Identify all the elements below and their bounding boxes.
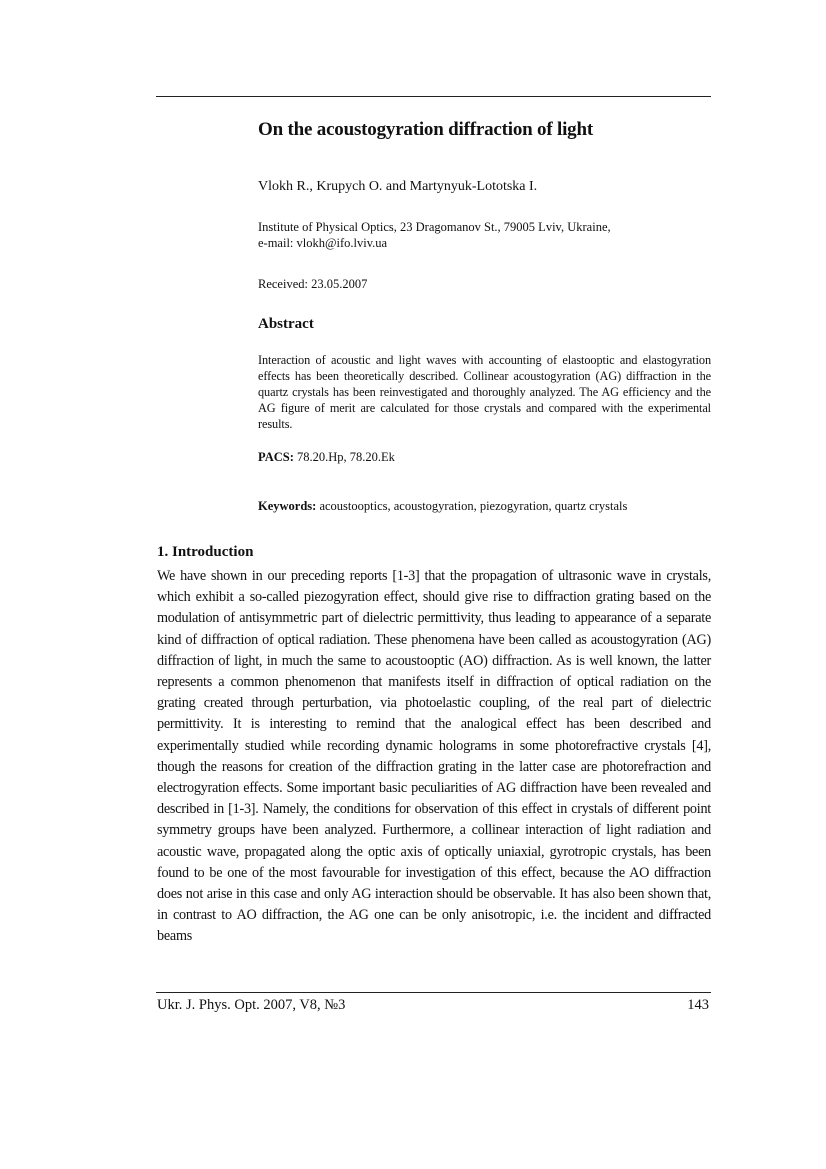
pacs-label: PACS:: [258, 450, 294, 464]
introduction-heading: 1. Introduction: [157, 544, 254, 560]
affiliation-email[interactable]: e-mail: vlokh@ifo.lviv.ua: [258, 236, 388, 250]
abstract-heading: Abstract: [258, 316, 314, 332]
keywords-line: [258, 498, 711, 514]
introduction-paragraph: We have shown in our preceding reports [1-3] that the propagation of ultrasonic wave in crystals, which exhibit a so-called piezogyration effect, should give rise to diffraction grating based on the modulation of antisymmetric part of dielectric permittivity, thus leading to appearance of a separate kind of diffraction of optical radiation. These phenomena have been called as acoustogyration (AG) diffraction of light, in much the same to acoustooptic (AO) diffraction. As is well known, the latter represents a common phenomenon that manifests itself in diffraction of optical radiation on the grating created through perturbation, via photoelastic coupling, of the real part of dielectric permittivity. It is interesting to remind that the analogical effect has been described and experimentally studied while recording dynamic holograms in some photorefractive crystals [4], though the reasons for creation of the diffraction grating in the latter case are photorefraction and electrogyration effects. Some important basic peculiarities of AG diffraction have been revealed and described in [1-3]. Namely, the conditions for observation of this effect in crystals of different point symmetry groups have been analyzed. Furthermore, a collinear interaction of light radiation and acoustic wave, propagated along the optic axis of optically uniaxial, gyrotropic crystals, has been found to be one of the most favourable for investigation of this effect, because the AO diffraction does not arise in this case and only AG interaction should be observable. It has also been shown that, in contrast to AO diffraction, the AG one can be only anisotropic, i.e. the incident and diffracted beams: [157, 568, 711, 945]
pacs-value: 78.20.Hp, 78.20.Ek: [293, 450, 395, 464]
abstract-text: Interaction of acoustic and light waves with accounting of elastooptic and elastogyration effects has been theoretically described. Collinear acoustogyration (AG) diffraction in the quartz crystals has been reinvestigated and thoroughly analyzed. The AG efficiency and the AG figure of merit are calculated for those crystals and compared with the experimental results.: [258, 353, 711, 431]
affiliation-address: Institute of Physical Optics, 23 Dragomanov St., 79005 Lviv, Ukraine,: [258, 220, 611, 234]
pacs-line: [258, 449, 711, 465]
author-list: Vlokh R., Krupych O. and Martynyuk-Lototska I.: [258, 179, 538, 194]
article-title: On the acoustogyration diffraction of light: [258, 119, 593, 140]
journal-citation: Ukr. J. Phys. Opt. 2007, V8, №3: [157, 997, 346, 1013]
affiliation: [258, 219, 711, 251]
keywords-label: Keywords:: [258, 499, 317, 513]
received-date: Received: 23.05.2007: [258, 277, 368, 291]
footer-rule: [156, 992, 711, 993]
page-number: 143: [687, 997, 709, 1013]
keywords-value: acoustooptics, acoustogyration, piezogyration, quartz crystals: [316, 499, 628, 513]
header-rule: [156, 96, 711, 97]
